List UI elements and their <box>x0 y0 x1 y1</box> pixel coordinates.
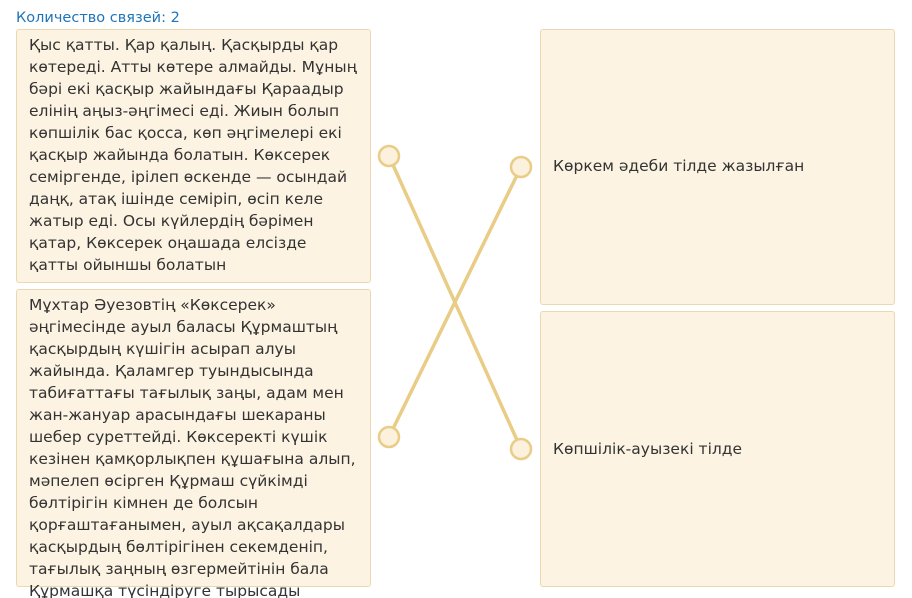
question-card-1[interactable] <box>16 29 371 283</box>
connection-line-1 <box>389 156 521 449</box>
question-text-2: Мұхтар Әуезовтің «Көксерек» әңгімесінде ауыл баласы Құрмаштың қасқырдың күшігін асырап алуы жайында. Қаламгер туындысында табиғаттағы тағылық заңы, адам мен жан-жануар арасындағы шекараны шебер суреттейді. Көксеректі күшік кезінен қамқорлықпен құшағына алып, мәпелеп өсірген Құрмаш сүйкімді бөлтірігін кімнен де болсын қорғаштағанымен, ауыл ақсақалдары қасқырдың бөлтірігінен секемденіп, тағылық заңның өзгермейтінін бала Құрмашқа түсіндіруге тырысады <box>29 296 356 598</box>
answer-card-2[interactable] <box>540 311 895 587</box>
answer-text-1: Көркем әдеби тілде жазылған <box>553 157 805 175</box>
answer-1-connector-dot[interactable] <box>511 157 531 177</box>
connection-line-2 <box>389 167 521 437</box>
question-card-2[interactable] <box>16 289 371 598</box>
question-text-1: Қыс қатты. Қар қалың. Қасқырды қар көтереді. Атты көтере алмайды. Мұның бәрі екі қасқыр жайындағы Қараадыр елінің аңыз-әңгімесі еді. Жиын болып көпшілік бас қосса, көп әңгімелері екі қасқыр жайында болатын. Көксерек семіргенде, ірілеп өскенде — осындай даңқ, атақ ішінде семіріп, өсіп келе жатыр еді. Осы күйлердің бәрімен қатар, Көксерек оңашада елсізде қатты ойыншы болатын <box>29 36 357 274</box>
question-2-connector-dot[interactable] <box>379 427 399 447</box>
question-1-connector-dot[interactable] <box>379 146 399 166</box>
answer-text-2: Көпшілік-ауызекі тілде <box>553 440 743 458</box>
answer-card-1[interactable] <box>540 29 895 305</box>
answer-2-connector-dot[interactable] <box>511 439 531 459</box>
connections-count-label: Количество связей: 2 <box>16 10 180 26</box>
